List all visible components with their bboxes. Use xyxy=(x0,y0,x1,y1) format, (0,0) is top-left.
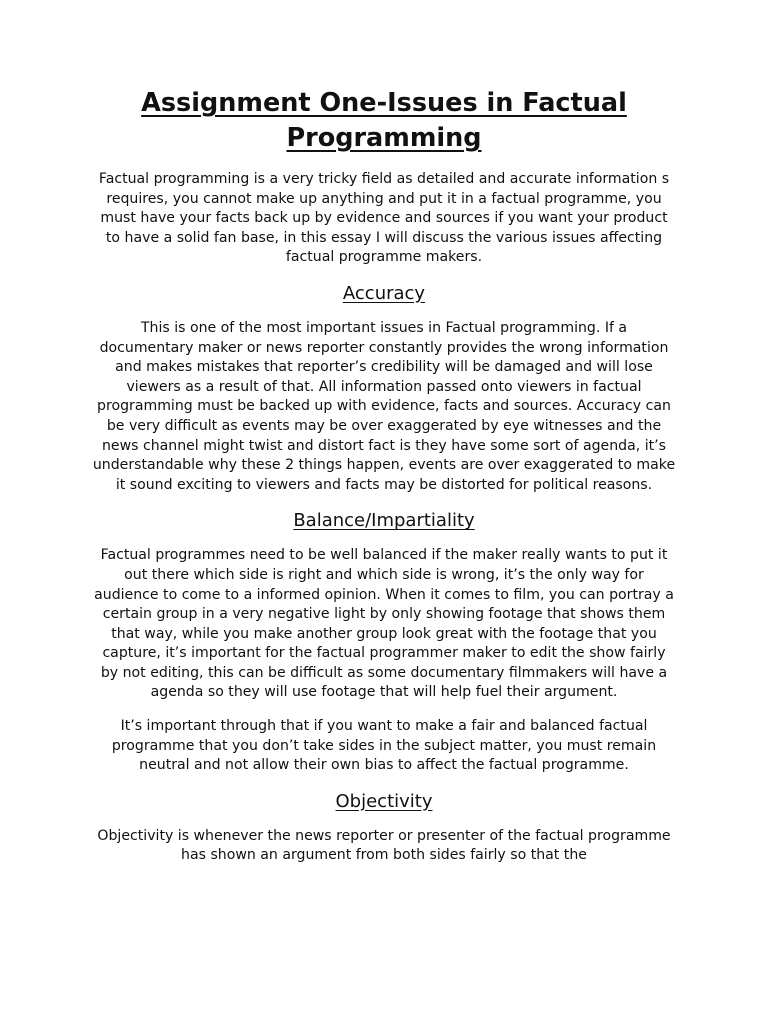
document-title: Assignment One-Issues in Factual Programming xyxy=(141,88,627,153)
objectivity-paragraph: Objectivity is whenever the news reporter or presenter of the factual programme has shown an argument from both sides fairly so that the xyxy=(97,827,671,864)
accuracy-paragraph: This is one of the most important issues in Factual programming. If a documentary maker or news reporter constantly provides the wrong information and makes mistakes that reporter’s credibility will be damaged and will lose viewers as a result of that. All information passed onto viewers in factual programming must be backed up with evidence, facts and sources. Accuracy can be very difficult as events may be over exaggerated by eye witnesses and the news channel might twist and distort fact is they have some sort of agenda, it’s understandable why these 2 things happen, events are over exaggerated to make it sound exciting to viewers and facts may be distorted for political reasons. xyxy=(92,319,676,493)
section-heading-objectivity: Objectivity xyxy=(335,790,433,812)
document-page xyxy=(92,86,676,866)
section-heading-balance: Balance/Impartiality xyxy=(293,510,475,532)
section-heading-accuracy: Accuracy xyxy=(342,282,426,304)
intro-paragraph: Factual programming is a very tricky field as detailed and accurate information s requires, you cannot make up anything and put it in a factual programme, you must have your facts back up by evidence and sources if you want your product to have a solid fan base, in this essay I will discuss the various issues affecting factual programme makers. xyxy=(98,171,670,266)
balance-paragraph-2: It’s important through that if you want to make a fair and balanced factual programme that you don’t take sides in the subject matter, you must remain neutral and not allow their own bias to affect the factual programme. xyxy=(111,718,657,774)
balance-paragraph-1: Factual programmes need to be well balanced if the maker really wants to put it out there which side is right and which side is wrong, it’s the only way for audience to come to a informed opinion. When it comes to film, you can portray a certain group in a very negative light by only showing footage that shows them that way, while you make another group look great with the footage that you capture, it’s important for the factual programmer maker to edit the show fairly by not editing, this can be difficult as some documentary filmmakers will have a agenda so they will use footage that will help fuel their argument. xyxy=(94,547,674,701)
